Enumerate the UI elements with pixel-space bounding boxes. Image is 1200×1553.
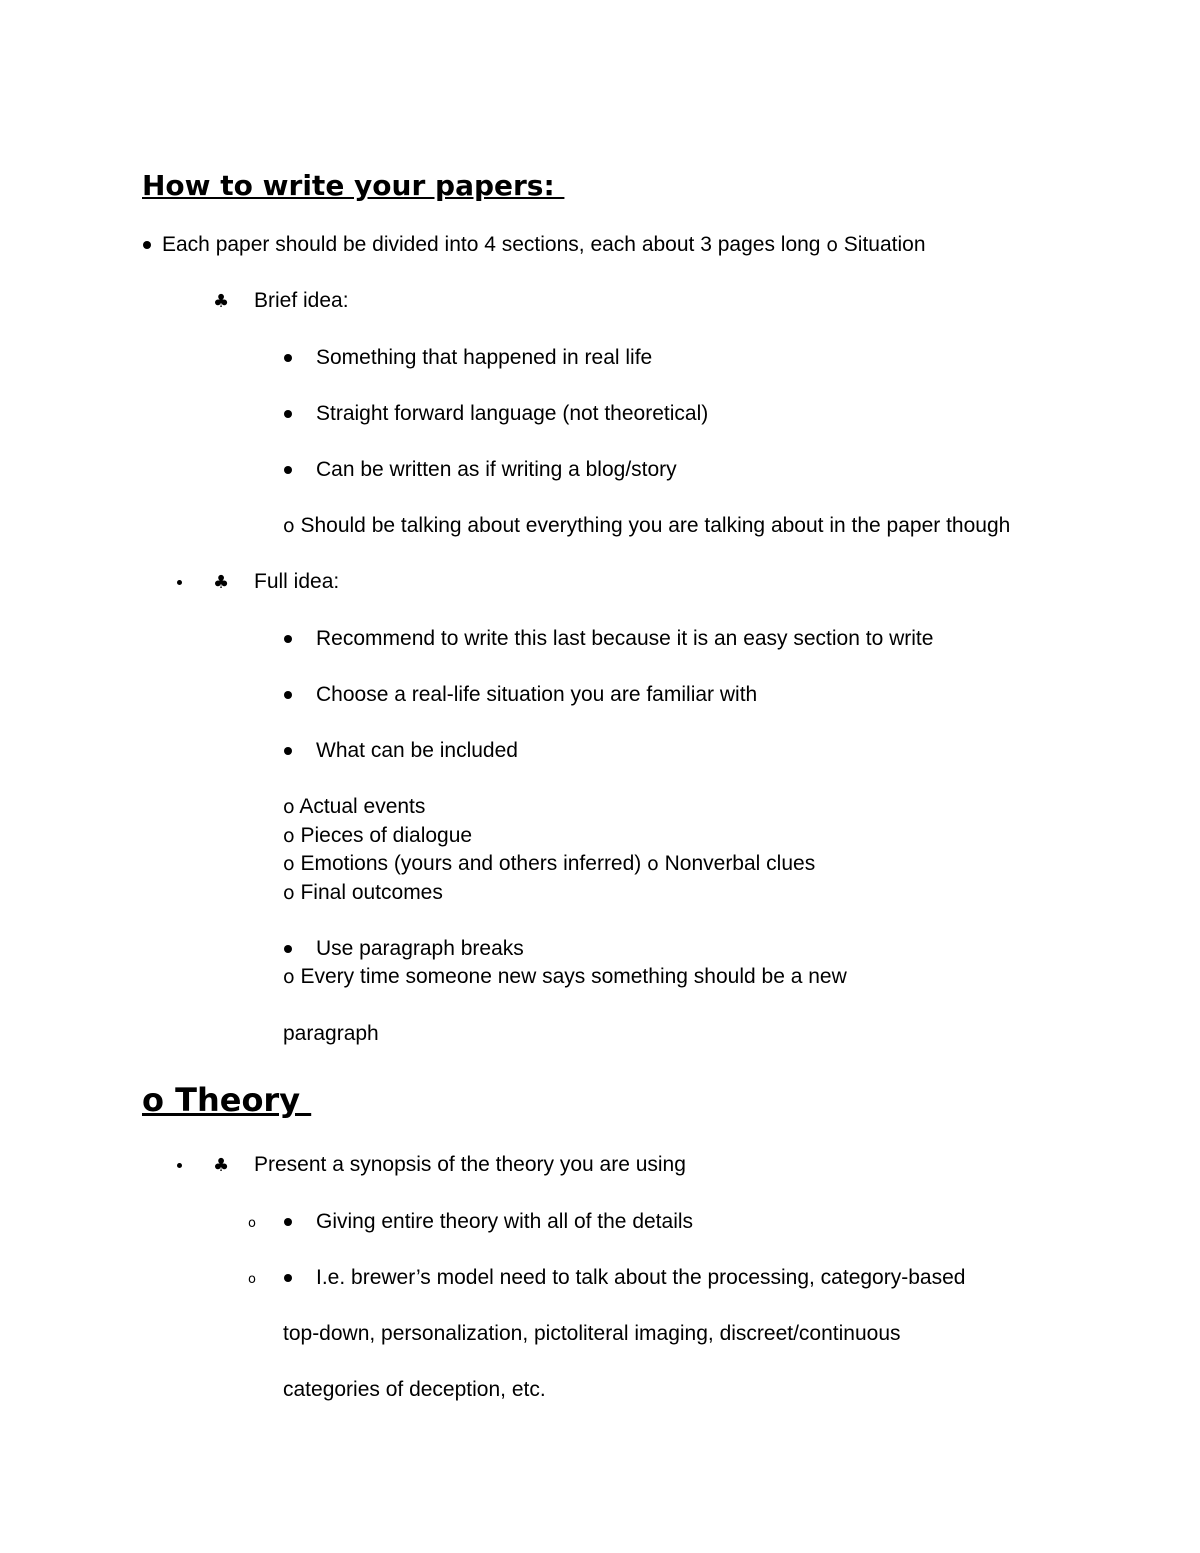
small-bullet-icon (177, 1163, 182, 1168)
page-title: How to write your papers: (142, 169, 565, 202)
bullet-icon (284, 354, 292, 362)
bullet-icon (143, 241, 151, 249)
bullet-icon (284, 635, 292, 643)
club-bullet-icon: ♣ (213, 1155, 230, 1176)
hollow-bullet-icon: o (283, 853, 295, 875)
bullet-icon (284, 945, 292, 953)
hollow-bullet-icon: o (283, 796, 295, 818)
brief-idea-label: Brief idea: (254, 289, 349, 312)
list-item: Straight forward language (not theoretical) (316, 402, 709, 425)
situation-label: Situation (843, 233, 926, 256)
theory-continuation: top-down, personalization, pictoliteral imaging, discreet/continuous (283, 1322, 901, 1345)
club-bullet-icon: ♣ (213, 572, 230, 593)
list-item: Something that happened in real life (316, 346, 653, 369)
bullet-icon (284, 747, 292, 755)
list-item: I.e. brewer’s model need to talk about the processing, category-based (316, 1266, 966, 1289)
full-idea-label: Full idea: (254, 570, 340, 593)
bullet-icon (284, 1274, 292, 1282)
bullet-icon (284, 410, 292, 418)
bullet-icon (284, 691, 292, 699)
list-item: What can be included (316, 739, 518, 762)
hollow-bullet-icon: o (647, 853, 659, 875)
hollow-bullet-icon: o (283, 966, 295, 988)
bullet-icon (284, 466, 292, 474)
hollow-bullet-icon: o (826, 234, 838, 256)
list-item: Choose a real-life situation you are familiar with (316, 683, 758, 706)
club-bullet-icon: ♣ (213, 291, 230, 312)
included-item: o Actual events (283, 795, 426, 818)
intro-text: Each paper should be divided into 4 sections, each about 3 pages long (162, 233, 821, 256)
paragraph-note: o Every time someone new says something should be a new (283, 965, 847, 988)
included-item: o Pieces of dialogue (283, 824, 473, 847)
intro-line (162, 232, 926, 258)
list-item: Giving entire theory with all of the details (316, 1210, 694, 1233)
bullet-icon (284, 1218, 292, 1226)
small-hollow-bullet-icon: o (248, 1216, 256, 1231)
hollow-bullet-icon: o (283, 515, 295, 537)
theory-synopsis: Present a synopsis of the theory you are using (254, 1153, 686, 1176)
theory-continuation: categories of deception, etc. (283, 1378, 546, 1401)
included-item: o Emotions (yours and others inferred) o Nonverbal clues (283, 852, 816, 875)
list-item: Use paragraph breaks (316, 937, 524, 960)
paragraph-note-cont: paragraph (283, 1022, 379, 1045)
hollow-bullet-icon: o (283, 882, 295, 904)
list-item: Can be written as if writing a blog/story (316, 458, 677, 481)
small-bullet-icon (177, 580, 182, 585)
theory-heading: o Theory (142, 1081, 312, 1119)
included-item: o Final outcomes (283, 881, 443, 904)
hollow-bullet-icon: o (283, 825, 295, 847)
list-item: Recommend to write this last because it is an easy section to write (316, 627, 934, 650)
brief-idea-note: o Should be talking about everything you are talking about in the paper though (283, 514, 1011, 537)
small-hollow-bullet-icon: o (248, 1272, 256, 1287)
